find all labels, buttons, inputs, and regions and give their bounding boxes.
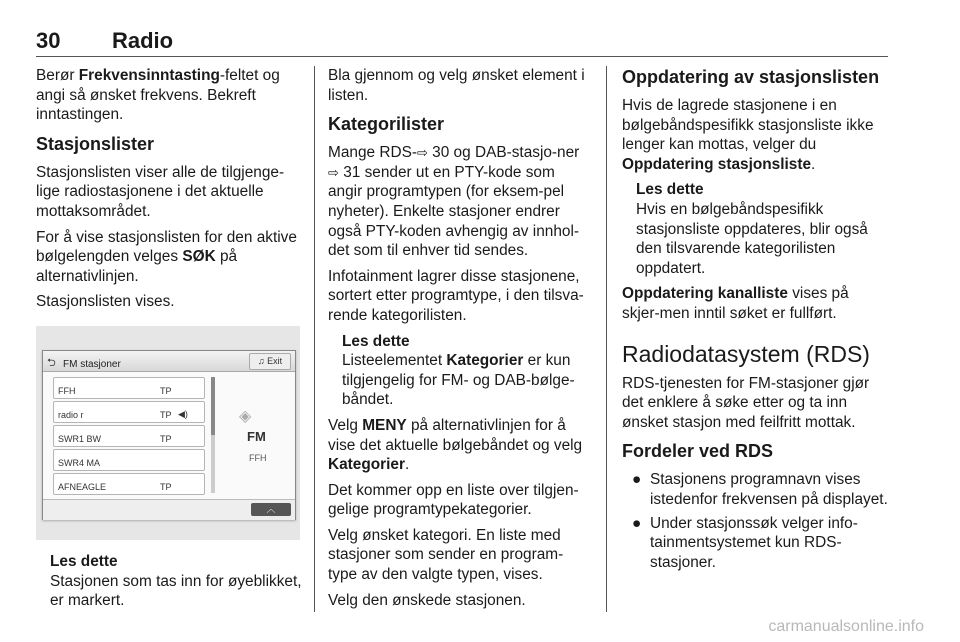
column-3 <box>622 66 890 576</box>
section-heading-stations: Stasjonslister <box>36 133 155 154</box>
station-list <box>53 377 203 497</box>
page-ref-arrow-icon: ⇨ <box>328 164 339 180</box>
paragraph: Oppdatering kanalliste vises på skjer-men inntil søket er fullført. <box>622 285 849 322</box>
list-item: AFNEAGLE TP <box>53 473 205 495</box>
note-text: Hvis en bølgebåndspesifikk stasjonsliste oppdateres, blir også den tilsvarende kategorilisten oppdatert. <box>636 200 868 277</box>
note-title: Les dette <box>50 552 118 570</box>
list-item: radio r TP ◀) <box>53 401 205 423</box>
band-label: FM <box>247 428 266 444</box>
paragraph: Velg den ønskede stasjonen. <box>328 591 526 609</box>
scrollbar <box>211 377 215 493</box>
paragraph: Hvis de lagrede stasjonene i en bølgebåndspesifikk stasjonsliste ikke lenger kan mottas, velger du Oppdatering stasjonsliste. <box>622 97 874 173</box>
list-item: SWR1 BW TP <box>53 425 205 447</box>
column-divider <box>314 66 315 612</box>
list-item: SWR4 MA <box>53 449 205 471</box>
current-station: FFH <box>249 452 267 463</box>
note-text: Listeelementet Kategorier er kun tilgjengelig for FM- og DAB-bølge-båndet. <box>342 352 575 409</box>
note-box <box>636 180 890 278</box>
header-rule <box>36 56 888 57</box>
speaker-icon: ◀) <box>178 408 188 419</box>
watermark: carmanualsonline.info <box>768 618 924 635</box>
note-box <box>342 332 592 410</box>
section-heading-rds: Radiodatasystem (RDS) <box>622 340 870 367</box>
paragraph: For å vise stasjonslisten for den aktive bølgelengden velges SØK på alternativlinjen. <box>36 228 297 285</box>
paragraph: Stasjonslisten viser alle de tilgjenge-lige radiostasjonene i det aktuelle mottaksområdet. <box>36 163 285 220</box>
note-title: Les dette <box>636 181 704 199</box>
column-divider <box>606 66 607 612</box>
paragraph: Velg MENY på alternativlinjen for å vise det aktuelle bølgebåndet og velg Kategorier. <box>328 416 583 474</box>
chapter-title: Radio <box>112 28 174 53</box>
exit-button: ♫ Exit <box>249 353 291 370</box>
benefits-list <box>622 470 890 572</box>
radio-icon: ◈ <box>239 407 252 425</box>
column-1 <box>36 66 302 617</box>
paragraph: Stasjonslisten vises. <box>36 293 175 311</box>
note-title: Les dette <box>342 332 410 350</box>
list-item: ● Under stasjonssøk velger info-tainmentsystemet kun RDS-stasjoner. <box>632 514 858 571</box>
page-ref-link[interactable]: 30 <box>432 144 450 162</box>
section-heading-update: Oppdatering av stasjonslisten <box>622 67 880 87</box>
paragraph: Mange RDS-⇨ 30 og DAB-stasjo-ner ⇨ 31 sender ut en PTY-kode som angir programtypen (for eksem-pel nyheter). Enkelte stasjoner endrer også PTY-koden avhengig av innhol-det som til enhver tid sendes. <box>328 144 580 260</box>
chevron-up-icon: ︿ <box>251 503 291 516</box>
station-list-screenshot <box>36 326 300 540</box>
section-heading-benefits: Fordeler ved RDS <box>622 441 774 462</box>
bullet-icon: ● <box>632 514 642 532</box>
back-icon: ⮌ <box>47 356 56 369</box>
list-item: FFH TP <box>53 377 205 399</box>
page-number: 30 <box>36 28 61 53</box>
screen-bottom-bar <box>43 499 295 520</box>
page-header <box>36 28 888 58</box>
list-item: ● Stasjonens programnavn vises istedenfor frekvensen på displayet. <box>632 471 888 508</box>
paragraph: Bla gjennom og velg ønsket element i listen. <box>328 67 585 104</box>
music-note-icon: ♫ <box>257 355 268 366</box>
paragraph: Infotainment lagrer disse stasjonene, sortert etter programtype, i den tilsva-rende kategorilisten. <box>328 267 584 324</box>
screen-title: FM stasjoner <box>63 358 121 370</box>
scrollbar-thumb <box>211 377 215 435</box>
page-ref-link[interactable]: 31 <box>343 163 361 181</box>
page-ref-arrow-icon: ⇨ <box>416 145 428 161</box>
note-text: Stasjonen som tas inn for øyeblikket, er markert. <box>50 572 302 610</box>
paragraph: Det kommer opp en liste over tilgjen-gelige programtypekategorier. <box>328 481 579 519</box>
note-box <box>50 552 302 611</box>
paragraph: Berør Frekvensinntasting-feltet og angi så ønsket frekvens. Bekreft inntastingen. <box>36 67 280 124</box>
column-2 <box>328 66 592 616</box>
bullet-icon: ● <box>632 471 642 489</box>
paragraph: RDS-tjenesten for FM-stasjoner gjør det enklere å søke etter og ta inn ønsket stasjon med feilfritt mottak. <box>622 374 870 431</box>
display-screen <box>42 350 296 520</box>
paragraph: Velg ønsket kategori. En liste med stasjoner som sender en program-type av den valgte typen, vises. <box>328 526 564 584</box>
section-heading-categories: Kategorilister <box>328 114 445 135</box>
screen-title-bar <box>43 351 295 372</box>
